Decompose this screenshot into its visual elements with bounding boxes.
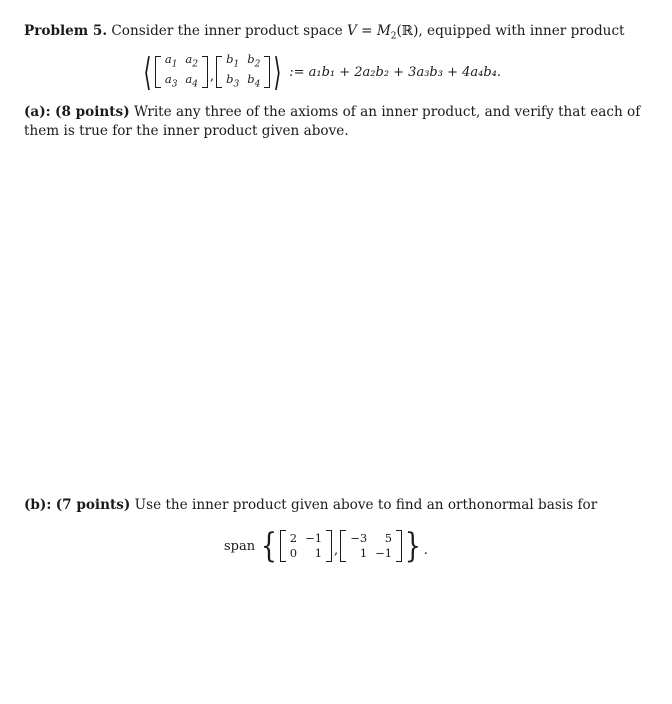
- span-equation: [224, 528, 428, 564]
- matrix-1-entry: 1: [314, 546, 323, 560]
- part-a-text: Write any three of the axioms of an inner product, and verify that each of them is true for the inner product given above.: [24, 104, 641, 139]
- matrix-b-entry: $b_3$: [226, 72, 240, 90]
- space-def: M: [376, 23, 391, 39]
- matrix-a-entry: $a_3$: [164, 72, 178, 90]
- matrix-2-entry: 1: [359, 546, 368, 560]
- inner-product-definition: := a₁b₁ + 2a₂b₂ + 3a₃b₃ + 4a₄b₄.: [289, 64, 502, 80]
- part-b-points: (7 points): [55, 497, 131, 513]
- space-field: (ℝ): [396, 23, 419, 39]
- part-b-label: (b):: [24, 497, 52, 513]
- matrix-1-entry: 2: [289, 531, 298, 545]
- comma: ,: [210, 68, 215, 84]
- matrix-b-entry: $b_2$: [247, 52, 261, 70]
- matrix-2: [346, 531, 396, 561]
- matrix-b: [222, 52, 264, 93]
- space-sub: 2: [390, 31, 397, 42]
- matrix-a-right-bracket: [202, 56, 208, 88]
- span-label: span: [224, 538, 256, 554]
- matrix-a: [161, 52, 202, 93]
- matrix-b-entry: $b_4$: [247, 72, 261, 90]
- matrix-2-right-bracket: [396, 530, 402, 562]
- part-b-text: Use the inner product given above to find an orthonormal basis for: [134, 497, 598, 513]
- matrix-2-entry: −1: [375, 546, 393, 560]
- part-a-points: (8 points): [55, 104, 130, 120]
- problem-label: Problem 5.: [24, 23, 108, 39]
- problem-intro-tail: , equipped with inner product: [418, 23, 625, 39]
- left-angle-bracket: ⟨: [143, 50, 152, 95]
- left-brace: {: [260, 526, 278, 566]
- matrix-b-entry: $b_1$: [226, 52, 240, 70]
- matrix-a-entry: $a_1$: [164, 52, 178, 70]
- matrix-1-entry: 0: [289, 546, 298, 560]
- matrix-2-entry: −3: [350, 531, 368, 545]
- matrix-2-entry: 5: [384, 531, 393, 545]
- matrix-1: [286, 531, 326, 561]
- right-brace: }: [404, 526, 422, 566]
- matrix-1-right-bracket: [326, 530, 332, 562]
- part-b: [24, 496, 644, 515]
- problem-intro: Consider the inner product space: [111, 23, 343, 39]
- end-period: .: [423, 542, 428, 558]
- comma: ,: [334, 542, 339, 558]
- part-a-label: (a):: [24, 104, 51, 120]
- matrix-a-entry: $a_4$: [185, 72, 199, 90]
- matrix-b-right-bracket: [264, 56, 270, 88]
- matrix-1-entry: −1: [305, 531, 323, 545]
- part-a: [24, 103, 644, 141]
- inner-product-equation: [140, 52, 501, 93]
- problem-statement: [24, 22, 644, 47]
- matrix-a-entry: $a_2$: [185, 52, 199, 70]
- right-angle-bracket: ⟩: [273, 50, 282, 95]
- equals-sign: =: [361, 23, 373, 39]
- space-symbol: V: [346, 23, 357, 39]
